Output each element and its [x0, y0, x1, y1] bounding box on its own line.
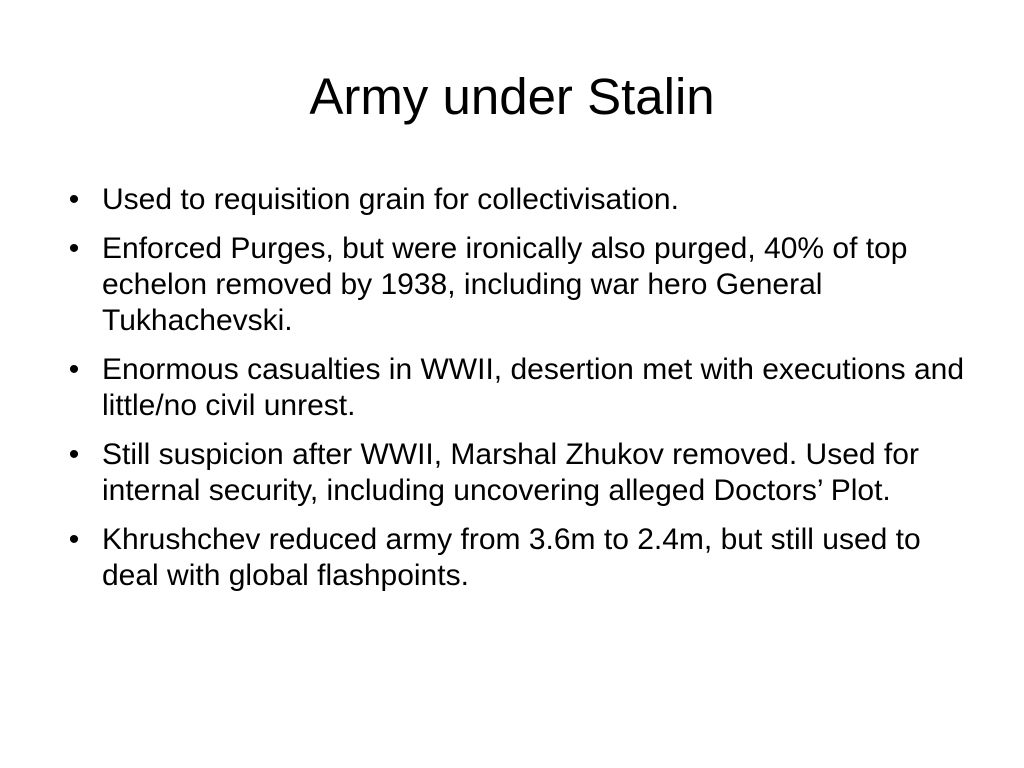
bullet-item	[60, 182, 980, 218]
bullet-icon: •	[68, 353, 80, 386]
bullet-text: Khrushchev reduced army from 3.6m to 2.4m, but still used to deal with global flashpoints.	[102, 523, 921, 592]
bullet-item	[60, 522, 980, 594]
bullet-icon: •	[68, 232, 80, 265]
bullet-text: Enormous casualties in WWII, desertion met with executions and little/no civil unrest.	[102, 353, 965, 422]
bullet-item	[60, 437, 980, 509]
bullet-item	[60, 231, 980, 339]
bullet-icon: •	[68, 183, 80, 216]
bullet-text: Still suspicion after WWII, Marshal Zhukov removed. Used for internal security, including uncovering alleged Doctors’ Plot.	[102, 438, 919, 507]
bullet-list	[60, 182, 980, 607]
bullet-text: Enforced Purges, but were ironically also purged, 40% of top echelon removed by 1938, including war hero General Tukhachevski.	[102, 232, 908, 337]
bullet-text: Used to requisition grain for collectivisation.	[102, 183, 679, 216]
bullet-icon: •	[68, 438, 80, 471]
bullet-item	[60, 352, 980, 424]
bullet-icon: •	[68, 523, 80, 556]
slide-title: Army under Stalin	[309, 68, 715, 125]
